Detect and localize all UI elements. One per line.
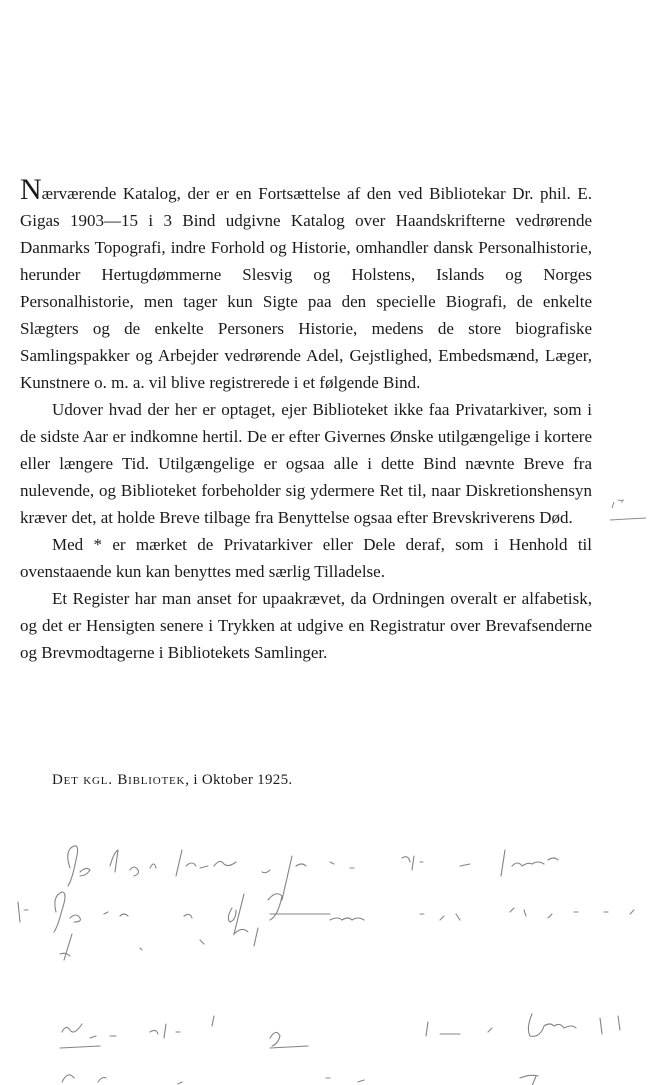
preface-text <box>20 173 592 666</box>
signature-date: , i Oktober 1925. <box>185 772 293 788</box>
paragraph-2: Udover hvad der her er optaget, ejer Biblioteket ikke faa Privatarkiver, som i de sidste Aar er indkomne hertil. De er efter Givernes Ønske utilgængelige i kortere eller længere Tid. Utilgængelige er ogsaa alle i dette Bind nævnte Breve fra nulevende, og Biblioteket forbeholder sig ydermere Ret til, naar Diskretionshensyn kræver det, at holde Breve tilbage fra Benyttelse ogsaa efter Brevskriverens Død. <box>20 400 592 527</box>
paragraph-1 <box>20 173 592 396</box>
handwritten-pencil-notes <box>0 810 650 1085</box>
paragraph-4: Et Register har man anset for upaakrævet, da Ordningen overalt er alfabetisk, og det er Hensigten senere i Trykken at udgive en Registratur over Brevafsenderne og Brevmodtagerne i Bibliotekets Samlinger. <box>20 589 592 662</box>
paragraph-3: Med * er mærket de Privatarkiver eller Dele deraf, som i Henhold til ovenstaaende kun kan benyttes med særlig Tilladelse. <box>20 535 592 581</box>
margin-pencil-mark <box>606 484 650 528</box>
drop-initial: N <box>20 173 42 206</box>
paragraph-1-text: ærværende Katalog, der er en Fortsættelse af den ved Bibliotekar Dr. phil. E. Gigas 1903—15 i 3 Bind udgivne Katalog over Haandskrifterne vedrørende Danmarks Topografi, indre Forhold og Historie, omhandler dansk Personalhistorie, herunder Hertugdømmerne Slesvig og Holstens, Islands og Norges Personalhistorie, men tager kun Sigte paa den specielle Biografi, de enkelte Slægters og de enkelte Personers Historie, medens de store biografiske Samlingspakker og Arbejder vedrørende Adel, Gejstlighed, Embedsmænd, Læger, Kunstnere o. m. a. vil blive registrerede i et følgende Bind. <box>20 184 592 392</box>
signature-line <box>52 772 292 789</box>
institution-name: Det kgl. Bibliotek <box>52 772 186 788</box>
